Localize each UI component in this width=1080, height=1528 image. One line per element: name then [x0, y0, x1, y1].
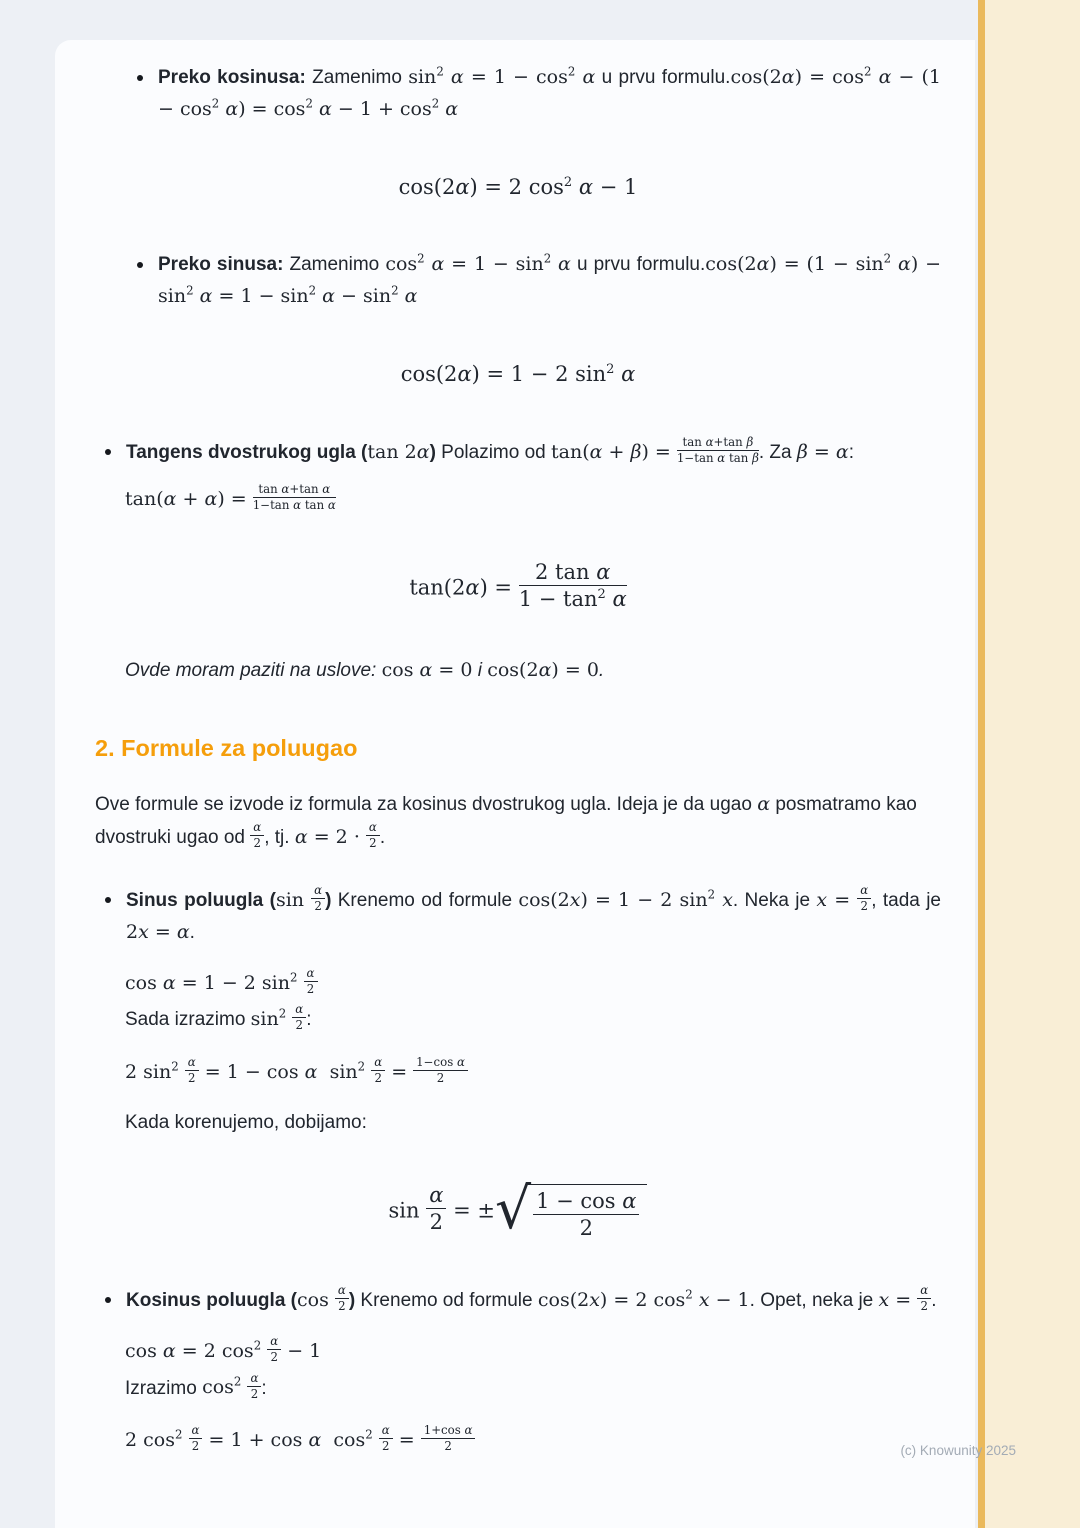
formula-cos-equals-1-minus-2sin2: cos α = 1 − 2 $\sin^2$ $\frac{\alpha}{2}$ [125, 967, 941, 1000]
page-edge-stripe [978, 0, 1080, 1528]
document-content [55, 40, 975, 1497]
bullet-icon [105, 449, 111, 455]
bullet-text-kosinus-poluugla: Kosinus poluugla (cos $\frac{\alpha}{2}$ ) Krenemo od formule cos(2x) = 2 $\cos^2 x - 1$. Opet, neka je x = $\frac{\alpha}{2}$ . [126, 1283, 937, 1314]
bullet-item-tangens [105, 436, 941, 469]
document-card [55, 40, 975, 1528]
bullet-icon [137, 262, 143, 268]
bullet-item-kosinus-poluugla [105, 1284, 941, 1317]
text-kada-korenujemo: Kada korenujemo, dobijamo: [125, 1111, 367, 1133]
formula-2cos2-half: 2 $\cos^2$ $\frac{\alpha}{2}$ = 1 + cos α $\cos^2$ $\frac{\alpha}{2}$ = $\frac{\text{1+cos α}}{2}$ [125, 1424, 941, 1457]
text-izrazimo: Izrazimo $\cos^2$ $\frac{\alpha}{2}$ : [125, 1370, 267, 1401]
intro-paragraph: Ove formule se izvode iz formula za kosinus dvostrukog ugla. Ideja je da ugao α posmatramo kao dvostruki ugao od $\frac{\alpha}{2}$ , tj. α = 2 · $\frac{\alpha}{2}$ . [95, 793, 917, 851]
formula-tan2a: tan(2α) = $\frac{\text{2 tan α}}{1 - \tan^2 \alpha}$ [409, 559, 627, 611]
text-sada-izrazimo: Sada izrazimo $\sin^2$ $\frac{\alpha}{2}$ : [125, 1002, 312, 1033]
formula-cos-equals-2cos2-minus-1: cos α = 2 $\cos^2$ $\frac{\alpha}{2}$ − 1 [125, 1333, 322, 1364]
bullet-item-preko-kosinusa [137, 62, 941, 126]
condition-note: Ovde moram paziti na uslove: cos α = 0 i cos(2α) = 0. [125, 658, 605, 681]
formula-tan-sum: tan(α + α) = $\frac{\text{tan α+tan α}}{\text{1−tan α tan α}}$ [125, 481, 336, 512]
formula-cos2a-via-cosine: cos(2α) = 2 $\cos^2 \alpha - 1$ [398, 174, 638, 199]
copyright-watermark: (c) Knowunity 2025 [900, 1443, 1016, 1458]
bullet-icon [105, 1297, 111, 1303]
formula-sin-half-angle: sin $\frac{\alpha}{2}$ = ± √ $\frac{\text{1 − cos α}}{2}$ [95, 1183, 941, 1240]
bullet-text-preko-sinusa: Preko sinusa: Zamenimo $\cos^2 \alpha = 1 - \sin^2 \alpha$ u prvu formulu.cos(2α) = $(1 - \sin^2 \alpha) - \sin^2 \alpha = 1 - \sin^2 \alpha - \sin^2 \alpha$ [158, 251, 941, 307]
section-heading: 2. Formule za poluugao [95, 734, 358, 761]
bullet-icon [137, 75, 143, 81]
formula-2sin2-half: 2 $\sin^2$ $\frac{\alpha}{2}$ = 1 − cos α $\sin^2$ $\frac{\alpha}{2}$ = $\frac{\text{1−cos α}}{2}$ [125, 1056, 941, 1089]
bullet-text-tangens: Tangens dvostrukog ugla (tan 2α) Polazimo od tan(α + β) = $\frac{\text{tan α+tan β}}{\text{1−tan α tan β}}$ . Za β = α: [126, 435, 854, 466]
bullet-icon [105, 897, 111, 903]
bullet-text-sinus-poluugla: Sinus poluugla (sin $\frac{\alpha}{2}$ ) Krenemo od formule cos(2x) = 1 − 2 $\sin^2 x$. Neka je x = $\frac{\alpha}{2}$ , tada je 2x = α. [126, 883, 941, 943]
formula-cos2a-via-sine: cos(2α) = 1 − 2 $\sin^2 \alpha$ [400, 361, 636, 386]
bullet-text-preko-kosinusa: Preko kosinusa: Zamenimo $\sin^2 \alpha = 1 - \cos^2 \alpha$ u prvu formulu.cos(2α) = $\cos^2 \alpha - (1 - \cos^2 \alpha) = \cos^2 \alpha - 1 + \cos^2 \alpha$ [158, 64, 941, 120]
bullet-item-sinus-poluugla [105, 884, 941, 949]
bullet-item-preko-sinusa [137, 249, 941, 313]
